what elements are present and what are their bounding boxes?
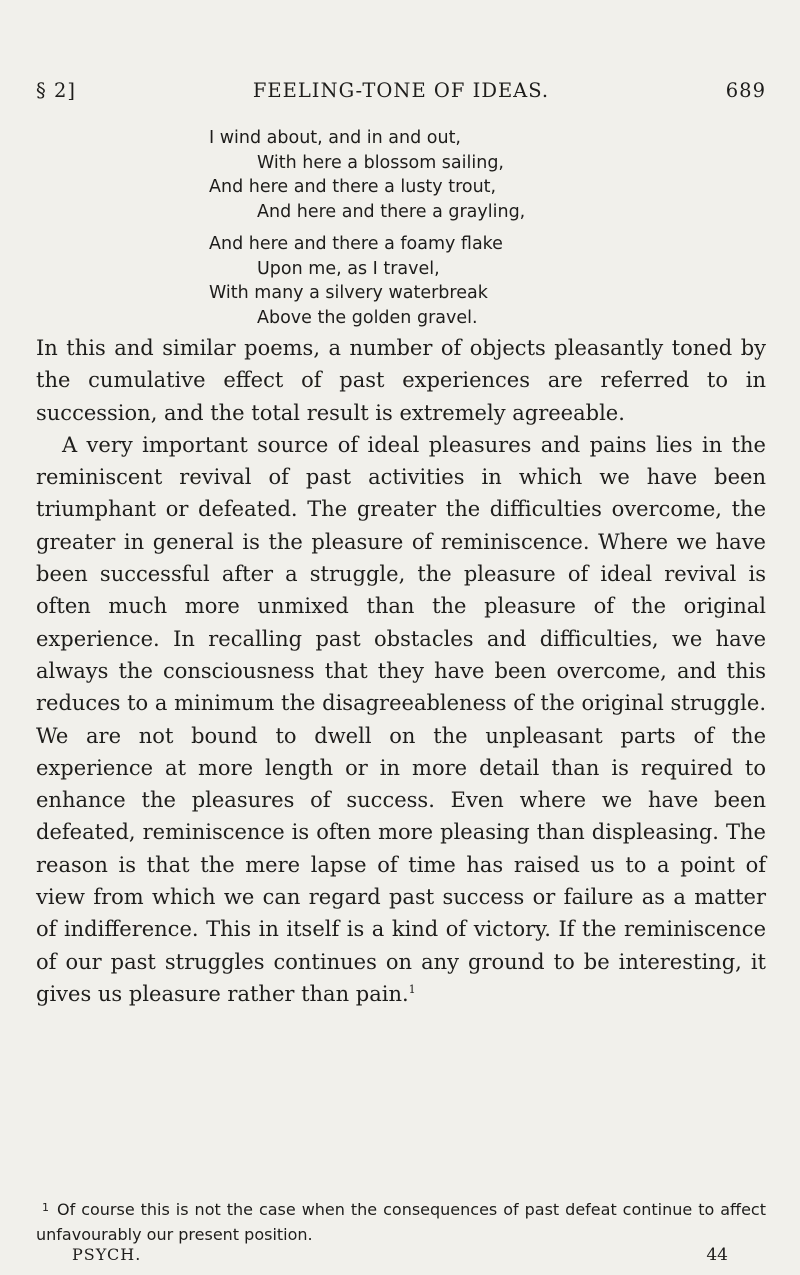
poem-line: And here and there a grayling, — [257, 201, 526, 222]
running-header — [36, 79, 766, 113]
poem-line: Above the golden gravel. — [257, 307, 478, 328]
section-marker: § 2] — [36, 79, 76, 102]
poem-stanza — [209, 126, 525, 224]
poem-quotation — [209, 126, 525, 338]
running-title: FEELING-TONE OF IDEAS. — [252, 79, 550, 102]
signature-line — [72, 1245, 728, 1271]
signature-label: PSYCH. — [72, 1245, 142, 1264]
poem-line: And here and there a foamy flake — [209, 234, 503, 254]
paragraph-text: In this and similar poems, a number of objects pleasantly toned by the cumulative effect of past experiences are referred to in succession, and the total result is extremely agreeable. — [36, 336, 766, 425]
poem-line: Upon me, as I travel, — [257, 258, 440, 279]
poem-line: I wind about, and in and out, — [209, 128, 461, 148]
paragraph-text: A very important source of ideal pleasures and pains lies in the reminiscent revival of past activities in which we have been triumphant or defeated. The greater the difficulties overcome, the greater in general is the pleasure of reminiscence. Where we have been successful after a struggle, the pleasure of ideal revival is often much more unmixed than the pleasure of the original experience. In recalling past obstacles and difficulties, we have always the consciousness that they have been overcome, and this reduces to a minimum the disagreeableness of the original struggle. We are not bound to dwell on the unpleasant parts of the experience at more length or in more detail than is required to enhance the pleasures of success. Even where we have been defeated, reminiscence is often more pleasing than displeasing. The reason is that the mere lapse of time has raised us to a point of view from which we can regard past success or failure as a matter of indifference. This in itself is a kind of victory. If the reminiscence of our past struggles continues on any ground to be interesting, it gives us pleasure rather than pain. — [36, 432, 766, 1006]
footnote-marker: 1 — [42, 1201, 49, 1214]
page-number: 689 — [725, 79, 766, 102]
poem-line: With many a silvery waterbreak — [209, 283, 488, 303]
signature-number: 44 — [706, 1245, 728, 1265]
footnote-text: Of course this is not the case when the consequences of past defeat continue to affect unfavourably our present position. — [36, 1200, 766, 1244]
footnote-reference[interactable]: 1 — [408, 982, 416, 996]
poem-line: With here a blossom sailing, — [257, 152, 504, 173]
body-text — [36, 332, 766, 1010]
poem-line: And here and there a lusty trout, — [209, 177, 497, 197]
footnote — [36, 1195, 766, 1247]
poem-stanza — [209, 232, 525, 330]
paragraph — [36, 332, 766, 429]
paragraph — [36, 429, 766, 1010]
